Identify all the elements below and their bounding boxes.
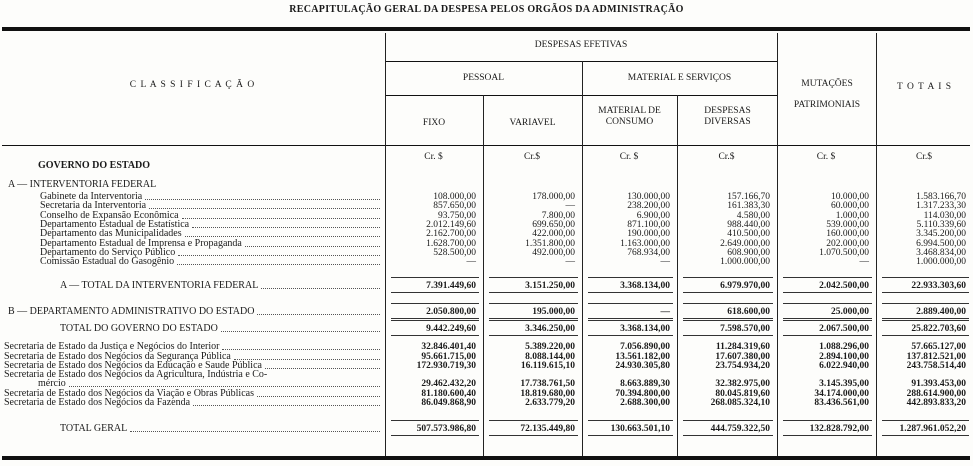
table-row bbox=[0, 398, 973, 408]
value-cell: 7.598.570,00 bbox=[683, 320, 773, 336]
value-cell: 6.022.940,00 bbox=[819, 361, 869, 371]
header-variavel: VARIAVEL bbox=[509, 118, 556, 128]
currency-label: Cr.$ bbox=[718, 152, 735, 162]
value-cell: 1.000,00 bbox=[835, 211, 869, 221]
value-cell: 22.933.303,60 bbox=[882, 277, 969, 293]
header-mutacoes: MUTAÇÕES PATRIMONIAIS bbox=[793, 79, 861, 110]
currency-label: Cr. $ bbox=[424, 152, 443, 162]
row-label-text: TOTAL GERAL bbox=[60, 423, 128, 434]
dot-leader bbox=[234, 352, 380, 360]
table-row bbox=[0, 161, 973, 171]
dot-leader bbox=[130, 424, 380, 432]
header-material-servicos: MATERIAL E SERVIÇOS bbox=[627, 73, 732, 83]
header-despesas-diversas: DESPESAS DIVERSAS bbox=[704, 106, 751, 127]
header-totais: T O T A I S bbox=[896, 82, 953, 92]
value-cell: 95.661.715,00 bbox=[421, 352, 476, 362]
dot-leader bbox=[257, 389, 380, 397]
row-label bbox=[60, 324, 380, 334]
value-cell: 81.180.600,40 bbox=[421, 389, 476, 399]
row-label-text: Secretaria de Estado dos Negócios da Segurança Pública bbox=[4, 351, 231, 362]
dot-leader bbox=[69, 379, 380, 387]
value-cell: 8.088.144,00 bbox=[525, 352, 575, 362]
header-bottom-rule bbox=[2, 145, 970, 146]
dot-leader bbox=[193, 398, 380, 406]
dot-leader bbox=[185, 229, 380, 237]
value-cell: 6.994.500,00 bbox=[916, 239, 966, 249]
value-cell: 5.389.220,00 bbox=[525, 342, 575, 352]
value-cell: 1.000.000,00 bbox=[916, 257, 966, 267]
row-label-text: Secretaria de Estado dos Negócios da Viação e Obras Públicas bbox=[4, 388, 254, 399]
value-cell: 3.346.250,00 bbox=[489, 320, 578, 336]
value-cell: 3.368.134,00 bbox=[588, 320, 673, 336]
header-material-consumo: MATERIAL DE CONSUMO bbox=[598, 106, 661, 127]
value-cell: 16.119.615,10 bbox=[520, 361, 575, 371]
dot-leader bbox=[245, 239, 380, 247]
value-cell: 32.382.975,00 bbox=[715, 379, 770, 389]
value-cell: 130.000,00 bbox=[627, 192, 670, 202]
value-cell: 2.894.100,00 bbox=[819, 352, 869, 362]
value-cell: 29.462.432,20 bbox=[421, 379, 476, 389]
value-cell: 25.000,00 bbox=[783, 303, 872, 319]
dot-leader bbox=[178, 248, 380, 256]
row-label-text: Secretaria de Estado dos Negócios da Agricultura, Indústria e Co- bbox=[4, 369, 268, 380]
value-cell: 137.812.521,00 bbox=[906, 352, 966, 362]
value-cell: 130.663.501,10 bbox=[588, 420, 673, 436]
value-cell: 1.163.000,00 bbox=[620, 239, 670, 249]
row-label bbox=[40, 257, 380, 267]
value-cell: 618.600,00 bbox=[683, 303, 773, 319]
value-cell: 6.979.970,00 bbox=[683, 277, 773, 293]
top-double-rule bbox=[2, 27, 970, 31]
value-cell: — bbox=[466, 257, 476, 267]
bottom-double-rule bbox=[2, 456, 970, 460]
value-cell: 1.088.296,00 bbox=[819, 342, 869, 352]
value-cell: 871.100,00 bbox=[627, 220, 670, 230]
value-cell: 442.893.833,20 bbox=[906, 398, 966, 408]
value-cell: 7.056.890,00 bbox=[620, 342, 670, 352]
row-label-text: Gabinete da Interventoria bbox=[40, 191, 143, 202]
row-label bbox=[8, 180, 380, 190]
value-cell: 4.580,00 bbox=[736, 211, 770, 221]
page-title: RECAPITULAÇÃO GERAL DA DESPESA PELOS ORGÃOS DA ADMINISTRAÇÃO bbox=[289, 4, 684, 15]
row-label-text: Departamento das Municipalidades bbox=[40, 228, 182, 239]
value-cell: 23.754.934,20 bbox=[715, 361, 770, 371]
value-cell: 13.561.182,00 bbox=[615, 352, 670, 362]
dot-leader bbox=[149, 201, 380, 209]
value-cell: 3.468.834,00 bbox=[916, 248, 966, 258]
row-label bbox=[4, 398, 380, 408]
value-cell: 93.750,00 bbox=[438, 211, 476, 221]
value-cell: 86.049.868,90 bbox=[421, 398, 476, 408]
value-cell: 190.000,00 bbox=[627, 229, 670, 239]
row-label-text: mércio bbox=[38, 378, 66, 389]
row-label bbox=[8, 307, 380, 317]
value-cell: — bbox=[565, 257, 575, 267]
table-row bbox=[0, 180, 973, 190]
value-cell: 161.383,30 bbox=[727, 201, 770, 211]
value-cell: 1.000.000,00 bbox=[720, 257, 770, 267]
row-label-text: A — INTERVENTORIA FEDERAL bbox=[8, 179, 157, 190]
value-cell: 24.930.305,80 bbox=[615, 361, 670, 371]
value-cell: 243.758.514,40 bbox=[906, 361, 966, 371]
row-label-text: Secretaria da Interventoria bbox=[40, 200, 147, 211]
value-cell: 114.030,00 bbox=[923, 211, 966, 221]
dot-leader bbox=[177, 257, 380, 265]
row-label-text: Departamento Estadual de Imprensa e Propaganda bbox=[40, 238, 242, 249]
table-row bbox=[0, 257, 973, 267]
value-cell: 288.614.900,00 bbox=[906, 389, 966, 399]
value-cell: 17.607.380,00 bbox=[715, 352, 770, 362]
currency-label: Cr. $ bbox=[619, 152, 639, 162]
value-cell: 3.368.134,00 bbox=[588, 277, 673, 293]
value-cell: 492.000,00 bbox=[532, 248, 575, 258]
value-cell: 160.000,00 bbox=[826, 229, 869, 239]
value-cell: 9.442.249,60 bbox=[391, 320, 479, 336]
value-cell: 3.145.395,00 bbox=[819, 379, 869, 389]
value-cell: 25.822.703,60 bbox=[882, 320, 969, 336]
value-cell: 2.688.300,00 bbox=[620, 398, 670, 408]
total-row bbox=[0, 324, 973, 334]
dot-leader bbox=[222, 342, 380, 350]
currency-label: Cr.$ bbox=[915, 152, 933, 162]
value-cell: 268.085.324,10 bbox=[710, 398, 770, 408]
value-cell: 2.012.149,60 bbox=[426, 220, 476, 230]
value-cell: 34.174.000,00 bbox=[814, 389, 869, 399]
value-cell: 528.500,00 bbox=[433, 248, 476, 258]
value-cell: 178.000,00 bbox=[532, 192, 575, 202]
value-cell: 7.391.449,60 bbox=[391, 277, 479, 293]
value-cell: 1.287.961.052,20 bbox=[882, 420, 969, 436]
dot-leader bbox=[261, 281, 380, 289]
value-cell: 857.650,00 bbox=[433, 201, 476, 211]
value-cell: 2.649.000,00 bbox=[720, 239, 770, 249]
value-cell: 17.738.761,50 bbox=[520, 379, 575, 389]
value-cell: — bbox=[859, 257, 869, 267]
value-cell: 11.284.319,60 bbox=[715, 342, 770, 352]
total-row bbox=[0, 424, 973, 434]
dot-leader bbox=[265, 361, 380, 369]
value-cell: 608.900,00 bbox=[727, 248, 770, 258]
value-cell: 2.050.800,00 bbox=[391, 303, 479, 319]
value-cell: — bbox=[565, 201, 575, 211]
value-cell: 83.436.561,00 bbox=[814, 398, 869, 408]
value-cell: 410.500,00 bbox=[727, 229, 770, 239]
row-label-text: Departamento do Serviço Público bbox=[40, 247, 176, 258]
header-pessoal: PESSOAL bbox=[462, 73, 505, 83]
value-cell: 108.000,00 bbox=[433, 192, 476, 202]
value-cell: 5.110.339,60 bbox=[916, 220, 966, 230]
value-cell: 7.800,00 bbox=[541, 211, 575, 221]
value-cell: 172.930.719,30 bbox=[416, 361, 476, 371]
value-cell: 6.900,00 bbox=[636, 211, 670, 221]
value-cell: 238.200,00 bbox=[627, 201, 670, 211]
dot-leader bbox=[257, 307, 380, 315]
row-label-text: GOVERNO DO ESTADO bbox=[38, 160, 151, 171]
header-classificacao: C L A S S I F I C A Ç Ã O bbox=[129, 80, 256, 90]
value-cell: 32.846.401,40 bbox=[421, 342, 476, 352]
value-cell: 57.665.127,00 bbox=[911, 342, 966, 352]
header-rule bbox=[385, 95, 777, 96]
value-cell: 80.045.819,60 bbox=[715, 389, 770, 399]
value-cell: 988.440,00 bbox=[727, 220, 770, 230]
row-label bbox=[60, 281, 380, 291]
value-cell: 3.345.200,00 bbox=[916, 229, 966, 239]
value-cell: 10.000,00 bbox=[831, 192, 869, 202]
row-label-text: TOTAL DO GOVERNO DO ESTADO bbox=[60, 323, 218, 334]
row-label bbox=[60, 424, 380, 434]
total-row bbox=[0, 281, 973, 291]
value-cell: 91.393.453,00 bbox=[911, 379, 966, 389]
dot-leader bbox=[182, 211, 380, 219]
currency-label: Cr.$ bbox=[523, 152, 541, 162]
row-label-text: Conselho de Expansão Econômica bbox=[40, 210, 179, 221]
row-label-text: Secretaria de Estado dos Negócios da Educação e Saude Pública bbox=[4, 360, 262, 371]
row-label-text: A — TOTAL DA INTERVENTORIA FEDERAL bbox=[60, 280, 259, 291]
value-cell: 132.828.792,00 bbox=[783, 420, 872, 436]
value-cell: 8.663.889,30 bbox=[620, 379, 670, 389]
value-cell: 60.000,00 bbox=[831, 201, 869, 211]
row-label-text: Secretaria de Estado dos Negócios da Fazenda bbox=[4, 397, 191, 408]
value-cell: 1.070.500,00 bbox=[819, 248, 869, 258]
value-cell: 18.819.680,00 bbox=[520, 389, 575, 399]
value-cell: 539.000,00 bbox=[826, 220, 869, 230]
value-cell: 768.934,00 bbox=[627, 248, 670, 258]
value-cell: 1.628.700,00 bbox=[426, 239, 476, 249]
header-despesas-efetivas: DESPESAS EFETIVAS bbox=[534, 40, 628, 50]
row-label bbox=[38, 161, 380, 171]
dot-leader bbox=[192, 220, 380, 228]
value-cell: 2.042.500,00 bbox=[783, 277, 872, 293]
dot-leader bbox=[221, 324, 380, 332]
value-cell: 70.394.800,00 bbox=[615, 389, 670, 399]
value-cell: 699.650,00 bbox=[532, 220, 575, 230]
value-cell: 1.351.800,00 bbox=[525, 239, 575, 249]
value-cell: 507.573.986,80 bbox=[391, 420, 479, 436]
currency-label: Cr. $ bbox=[816, 152, 836, 162]
header-rule bbox=[385, 61, 777, 62]
value-cell: 195.000,00 bbox=[489, 303, 578, 319]
value-cell: 2.162.700,00 bbox=[426, 229, 476, 239]
value-cell: 72.135.449,80 bbox=[489, 420, 578, 436]
value-cell: — bbox=[588, 303, 673, 319]
total-row bbox=[0, 307, 973, 317]
value-cell: 422.000,00 bbox=[532, 229, 575, 239]
value-cell: 1.317.233,30 bbox=[916, 201, 966, 211]
row-label-text: B — DEPARTAMENTO ADMINISTRATIVO DO ESTADO bbox=[8, 306, 255, 317]
value-cell: 2.633.779,20 bbox=[525, 398, 575, 408]
dot-leader bbox=[145, 192, 380, 200]
value-cell: — bbox=[660, 257, 670, 267]
row-label-text: Comissão Estadual do Gasogênio bbox=[40, 256, 175, 267]
header-fixo: FIXO bbox=[422, 118, 446, 128]
row-label-text: Secretaria de Estado da Justiça e Negócios do Interior bbox=[4, 341, 220, 352]
value-cell: 3.151.250,00 bbox=[489, 277, 578, 293]
value-cell: 444.759.322,50 bbox=[683, 420, 773, 436]
value-cell: 2.067.500,00 bbox=[783, 320, 872, 336]
row-label-text: Departamento Estadual de Estatística bbox=[40, 219, 190, 230]
value-cell: 157.166,70 bbox=[727, 192, 770, 202]
value-cell: 1.583.166,70 bbox=[916, 192, 966, 202]
value-cell: 2.889.400,00 bbox=[882, 303, 969, 319]
value-cell: 202.000,00 bbox=[826, 239, 869, 249]
